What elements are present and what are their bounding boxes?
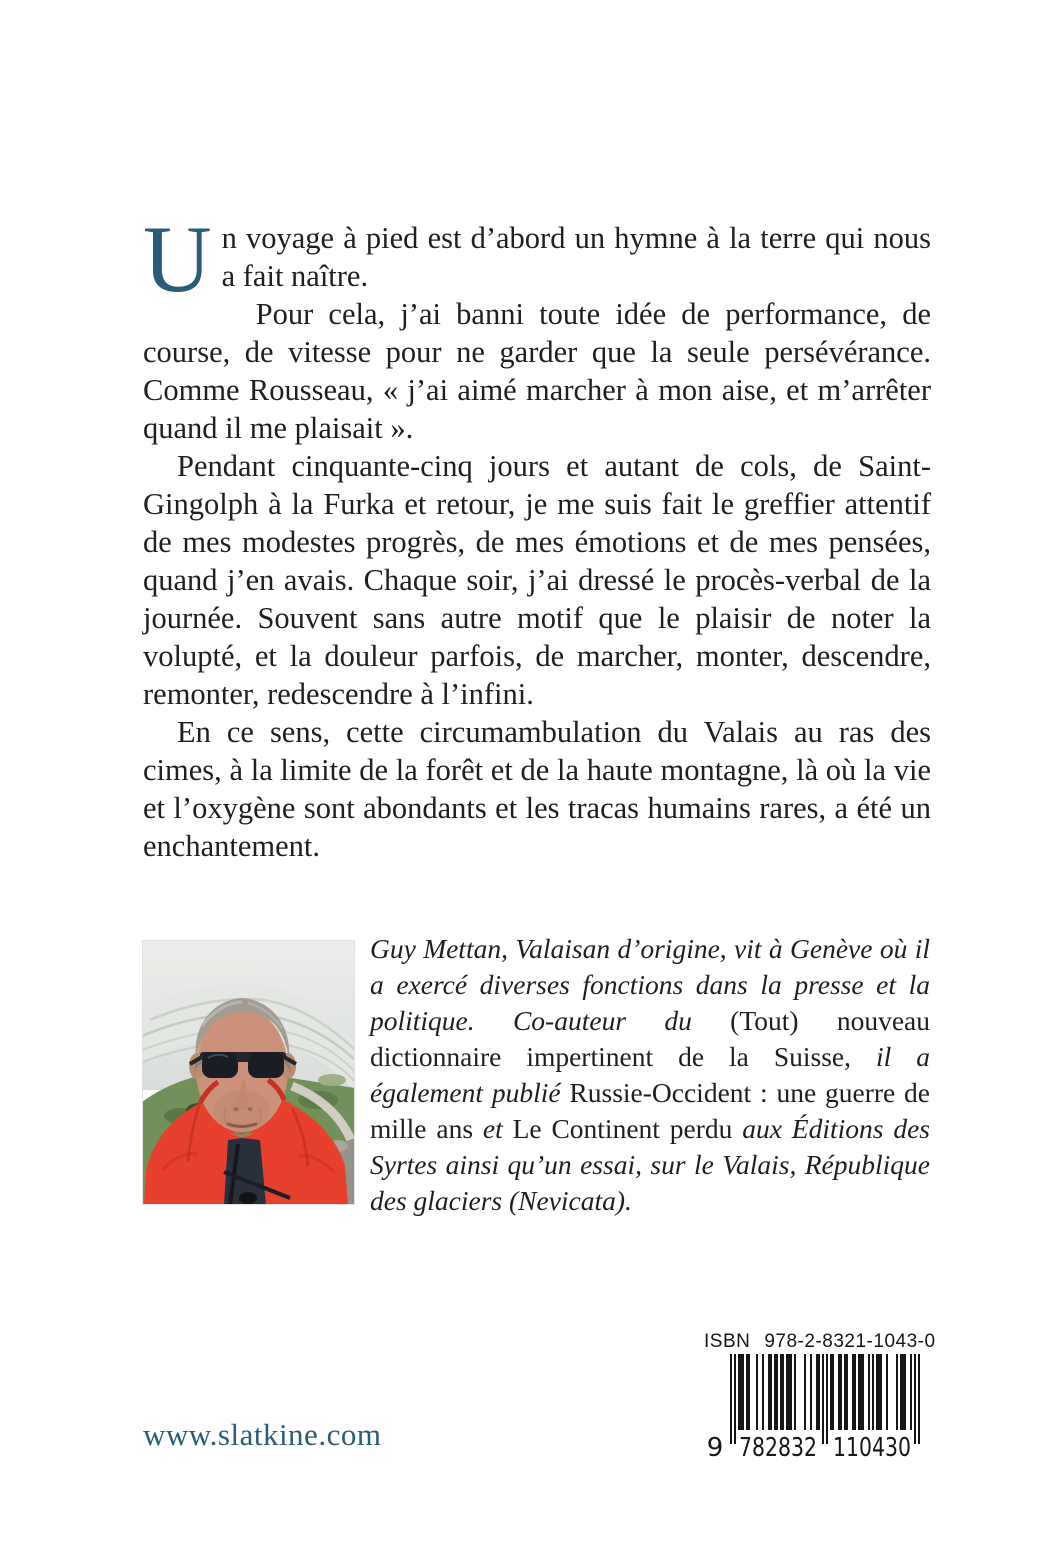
bio-book-title: (Tout) nouveau dictionnaire impertinent de la Suisse, [370,1005,930,1072]
synopsis [143,206,931,865]
isbn-label: ISBN [704,1331,751,1352]
dropcap-letter: U [143,206,212,312]
synopsis-paragraph-2: Pour cela, j’ai banni toute idée de performance, de course, de vitesse pour ne garder que la seule persévérance. Comme Rousseau, « j’ai aimé marcher à mon aise, et m’arrêter quand il me plaisait ». [143,297,931,445]
bio-segment: Guy Mettan, Valaisan d’origine, vit à Genève où il a exercé diverses fonctions dans la presse et la politique. Co-auteur du [370,933,930,1036]
isbn-number: 978-2-8321-1043-0 [764,1331,936,1352]
author-photo [142,940,355,1205]
bio-book-title: Russie-Occident : une guerre de mille ans [370,1077,930,1144]
bio-segment: il a également publié [370,1041,930,1108]
bio-segment: aux Éditions des Syrtes ainsi qu’un essai, sur le Valais, République des glaciers (Nevicata). [370,1113,930,1216]
svg-text:110430: 110430 [833,1433,911,1460]
ean13-barcode [704,1354,926,1460]
bio-segment: et [473,1113,513,1144]
bio-book-title: Le Continent perdu [512,1113,733,1144]
author-photo-image [142,940,355,1205]
synopsis-paragraph-1-text: n voyage à pied est d’abord un hymne à la terre qui nous a fait naître. [221,221,931,293]
synopsis-paragraph-1 [143,206,931,312]
synopsis-paragraph-4: En ce sens, cette circumambulation du Valais au ras des cimes, à la limite de la forêt et de la haute montagne, là où la vie et l’oxygène sont abondants et les tracas humains rares, a été un enchantement. [143,715,931,863]
svg-text:782832: 782832 [739,1433,817,1460]
publisher-website-link[interactable]: www.slatkine.com [143,1417,382,1452]
isbn-text [704,1330,936,1353]
author-bio [370,931,930,1219]
isbn-barcode-block [704,1330,936,1460]
synopsis-paragraph-3: Pendant cinquante-cinq jours et autant de cols, de Saint-Gingolph à la Furka et retour, je me suis fait le greffier attentif de mes modestes progrès, de mes émotions et de mes pensées, quand j’en avais. Chaque soir, j’ai dressé le procès-verbal de la journée. Souvent sans autre motif que le plaisir de noter la volupté, et la douleur parfois, de marcher, monter, descendre, remonter, redescendre à l’infini. [143,449,931,711]
svg-text:9: 9 [706,1433,724,1460]
